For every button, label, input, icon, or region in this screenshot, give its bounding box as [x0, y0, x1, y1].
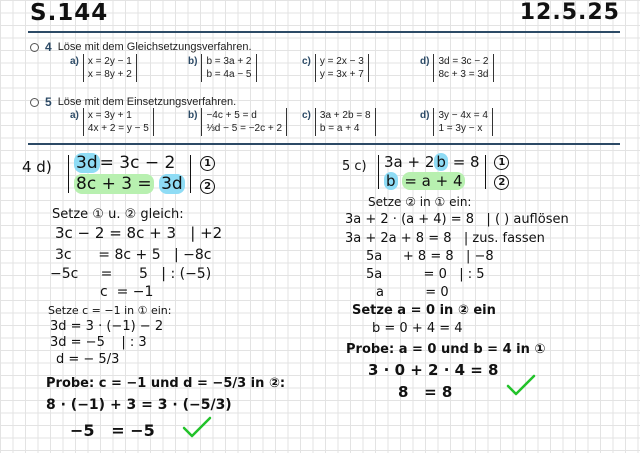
- notes-left-line: Setze ① u. ② gleich:: [52, 207, 184, 222]
- circle-one-icon: 1: [200, 156, 215, 171]
- task4-instruction: Löse mit dem Gleichsetzungsverfahren.: [57, 41, 252, 53]
- section-divider: [28, 143, 620, 145]
- task5-system-b: b) −4c + 5 = d ⅓d − 5 = −2c + 2: [188, 108, 287, 136]
- circle-two-icon: 2: [494, 175, 509, 190]
- notes-left-line: 3d = 3 · (−1) − 2: [50, 319, 164, 334]
- task4-system-d: d) 3d = 3c − 2 8c + 3 = 3d: [420, 54, 494, 82]
- notes-right-system: 3a + 2 b = 8 b = a + 4 1 2: [378, 155, 509, 190]
- notes-right-line: b = 0 + 4 = 4: [372, 321, 463, 336]
- checkmark-icon: [506, 374, 536, 396]
- notes-left-line: c = −1: [100, 284, 154, 300]
- notes-left-line: Setze c = −1 in ① ein:: [48, 304, 172, 317]
- notes-right-line: 8 = 8: [398, 383, 453, 401]
- date: 12.5.25: [519, 0, 620, 25]
- task5-heading: [30, 95, 236, 109]
- checkmark-icon: [182, 416, 212, 438]
- task4-system-c: c) y = 2x − 3 y = 3x + 7: [302, 54, 369, 82]
- notes-left-line: −5c = 5 | : (−5): [50, 266, 212, 282]
- notes-right-line: Setze ② in ① ein:: [368, 195, 472, 209]
- notes-left-line: 8 · (−1) + 3 = 3 · (−5/3): [46, 397, 232, 413]
- notes-right-line: 5a = 0 | : 5: [366, 267, 485, 282]
- task4-number: 4: [45, 40, 52, 54]
- notes-right-label: 5 c): [342, 159, 367, 174]
- notes-left-line: Probe: c = −1 und d = −5/3 in ②:: [46, 376, 286, 391]
- notes-left-line: 3d = −5 | : 3: [50, 335, 147, 350]
- task4-system-b: b) b = 3a + 2 b = 4a − 5: [188, 54, 257, 82]
- task5-instruction: Löse mit dem Einsetzungsverfahren.: [57, 96, 237, 108]
- notes-left-system: 3d = 3c − 2 8c + 3 = 3d 1 2: [68, 155, 215, 195]
- task5-number: 5: [45, 95, 52, 109]
- task5-system-d: d) 3y − 4x = 4 1 = 3y − x: [420, 108, 493, 136]
- notes-right-line: 3 · 0 + 2 · 4 = 8: [368, 361, 499, 379]
- task5-system-c: c) 3a + 2b = 8 b = a + 4: [302, 108, 376, 136]
- notes-right-line: Setze a = 0 in ② ein: [352, 303, 496, 318]
- notes-right-line: 5a + 8 = 8 | −8: [366, 249, 494, 264]
- bullet-icon: [30, 43, 39, 52]
- notes-right-line: a = 0: [376, 285, 449, 300]
- circle-one-icon: 1: [494, 155, 509, 170]
- task4-heading: [30, 40, 252, 54]
- task5-system-a: a) x = 3y + 1 4x + 2 = y − 5: [70, 108, 154, 136]
- notes-right-line: 3a + 2 · (a + 4) = 8 | ( ) auflösen: [345, 212, 569, 227]
- notes-right-line: 3a + 2a + 8 = 8 | zus. fassen: [345, 231, 545, 246]
- circle-two-icon: 2: [200, 179, 215, 194]
- notes-left-line: −5 = −5: [70, 421, 155, 440]
- task4-system-a: a) x = 2y − 1 x = 8y + 2: [70, 54, 137, 82]
- notes-left-line: d = − 5/3: [56, 352, 120, 367]
- notes-left-line: 3c − 2 = 8c + 3 | +2: [55, 224, 223, 242]
- bullet-icon: [30, 98, 39, 107]
- notes-left-label: 4 d): [22, 158, 52, 176]
- page-reference: S.144: [30, 0, 109, 26]
- notes-right-line: Probe: a = 0 und b = 4 in ①: [346, 342, 546, 357]
- task-divider: [28, 31, 620, 33]
- notes-left-line: 3c = 8c + 5 | −8c: [55, 247, 212, 263]
